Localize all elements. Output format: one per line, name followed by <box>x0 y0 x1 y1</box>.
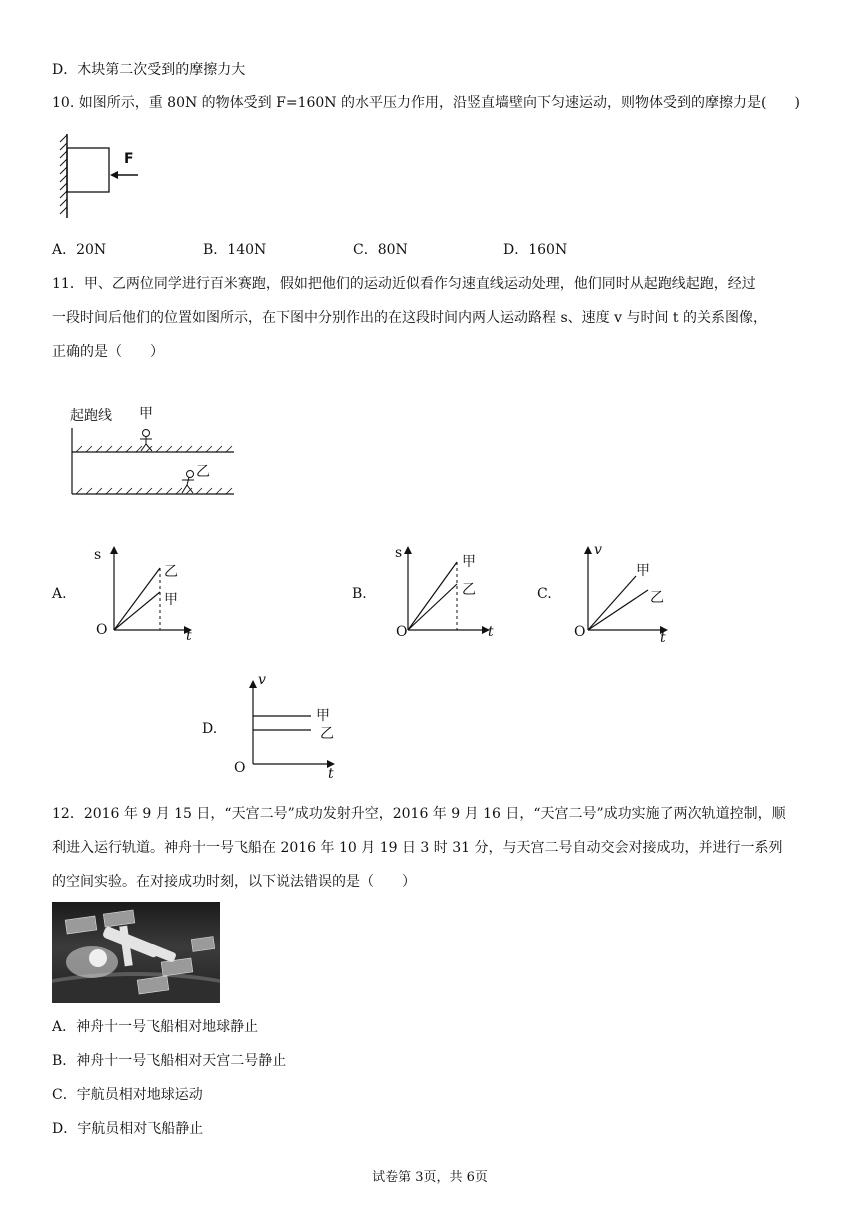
q11-option-a-letter: A. <box>52 586 67 602</box>
q9-option-d: D．木块第二次受到的摩擦力大 <box>52 62 246 78</box>
graph-a-upper-line <box>114 568 160 630</box>
runner-a-label: 甲 <box>139 406 153 422</box>
graph-d-upper-label: 甲 <box>316 708 330 724</box>
graph-d-ylabel: v <box>258 672 266 688</box>
space-station-photo <box>52 902 220 1003</box>
q12-option-d: D．宇航员相对飞船静止 <box>52 1121 204 1137</box>
runner-b-label: 乙 <box>196 464 210 480</box>
page-footer: 试卷第 3页，共 6页 <box>372 1170 488 1185</box>
graph-a-xlabel: t <box>186 628 192 644</box>
graph-c-ylabel: v <box>594 542 602 558</box>
graph-d-xlabel: t <box>328 766 334 782</box>
graph-b-lower-label: 乙 <box>462 582 476 598</box>
q12-option-a: A．神舟十一号飞船相对地球静止 <box>52 1019 259 1035</box>
q12-stem-line-3: 的空间实验。在对接成功时刻，以下说法错误的是（ ） <box>52 874 416 890</box>
graph-c-upper-label: 甲 <box>636 563 650 579</box>
q12-option-b: B．神舟十一号飞船相对天宫二号静止 <box>52 1053 287 1069</box>
q10-wall-figure <box>58 130 148 222</box>
graph-d-origin: O <box>234 760 246 776</box>
graph-a-origin: O <box>96 622 108 638</box>
q10-option-c: C．80N <box>353 242 408 258</box>
q11-option-b-letter: B. <box>352 586 367 602</box>
graph-a-ylabel: s <box>94 547 102 563</box>
graph-c-xlabel: t <box>660 630 666 646</box>
graph-b-upper-line <box>408 562 457 630</box>
q10-option-b: B．140N <box>203 242 267 258</box>
q11-stem-line-2: 一段时间后他们的位置如图所示，在下图中分别作出的在这段时间内两人运动路程 s、速度 v 与时间 t 的关系图像， <box>52 310 767 326</box>
q10-stem: 10. 如图所示，重 80N 的物体受到 F=160N 的水平压力作用，沿竖直墙壁向下匀速运动，则物体受到的摩擦力是( ) <box>52 95 800 111</box>
graph-a-lower-line <box>114 592 160 630</box>
q10-force-label: F <box>124 151 134 167</box>
q12-option-c: C．宇航员相对地球运动 <box>52 1087 203 1103</box>
q12-stem-line-2: 利进入运行轨道。神舟十一号飞船在 2016 年 10 月 19 日 3 时 31 分，与天宫二号自动交会对接成功，并进行一系列 <box>52 840 783 856</box>
q10-option-a: A．20N <box>52 242 107 258</box>
q11-stem-line-3: 正确的是（ ） <box>52 344 164 360</box>
graph-b-xlabel: t <box>488 624 494 640</box>
graph-c-origin: O <box>574 624 586 640</box>
graph-b-ylabel: s <box>395 545 403 561</box>
graph-b-lower-line <box>408 584 457 630</box>
q11-option-d-letter: D. <box>202 721 218 737</box>
graph-d-lower-label: 乙 <box>320 726 334 742</box>
graph-b-upper-label: 甲 <box>462 554 476 570</box>
graph-a-upper-label: 乙 <box>164 564 178 580</box>
start-line-label: 起跑线 <box>70 408 112 424</box>
q11-option-c-letter: C. <box>537 586 552 602</box>
q12-stem-line-1: 12．2016 年 9 月 15 日，“天宫二号”成功发射升空，2016 年 9 月 16 日，“天宫二号”成功实施了两次轨道控制，顺 <box>52 806 786 822</box>
graph-c-lower-label: 乙 <box>650 590 664 606</box>
graph-a-lower-label: 甲 <box>164 592 178 608</box>
graph-b-origin: O <box>396 624 408 640</box>
graph-a <box>106 540 196 642</box>
space-station-illustration <box>52 902 220 1003</box>
graph-b <box>400 540 496 642</box>
q10-option-d: D．160N <box>503 242 568 258</box>
q11-stem-line-1: 11．甲、乙两位同学进行百米赛跑，假如把他们的运动近似看作匀速直线运动处理，他们同时从起跑线起跑，经过 <box>52 276 756 292</box>
